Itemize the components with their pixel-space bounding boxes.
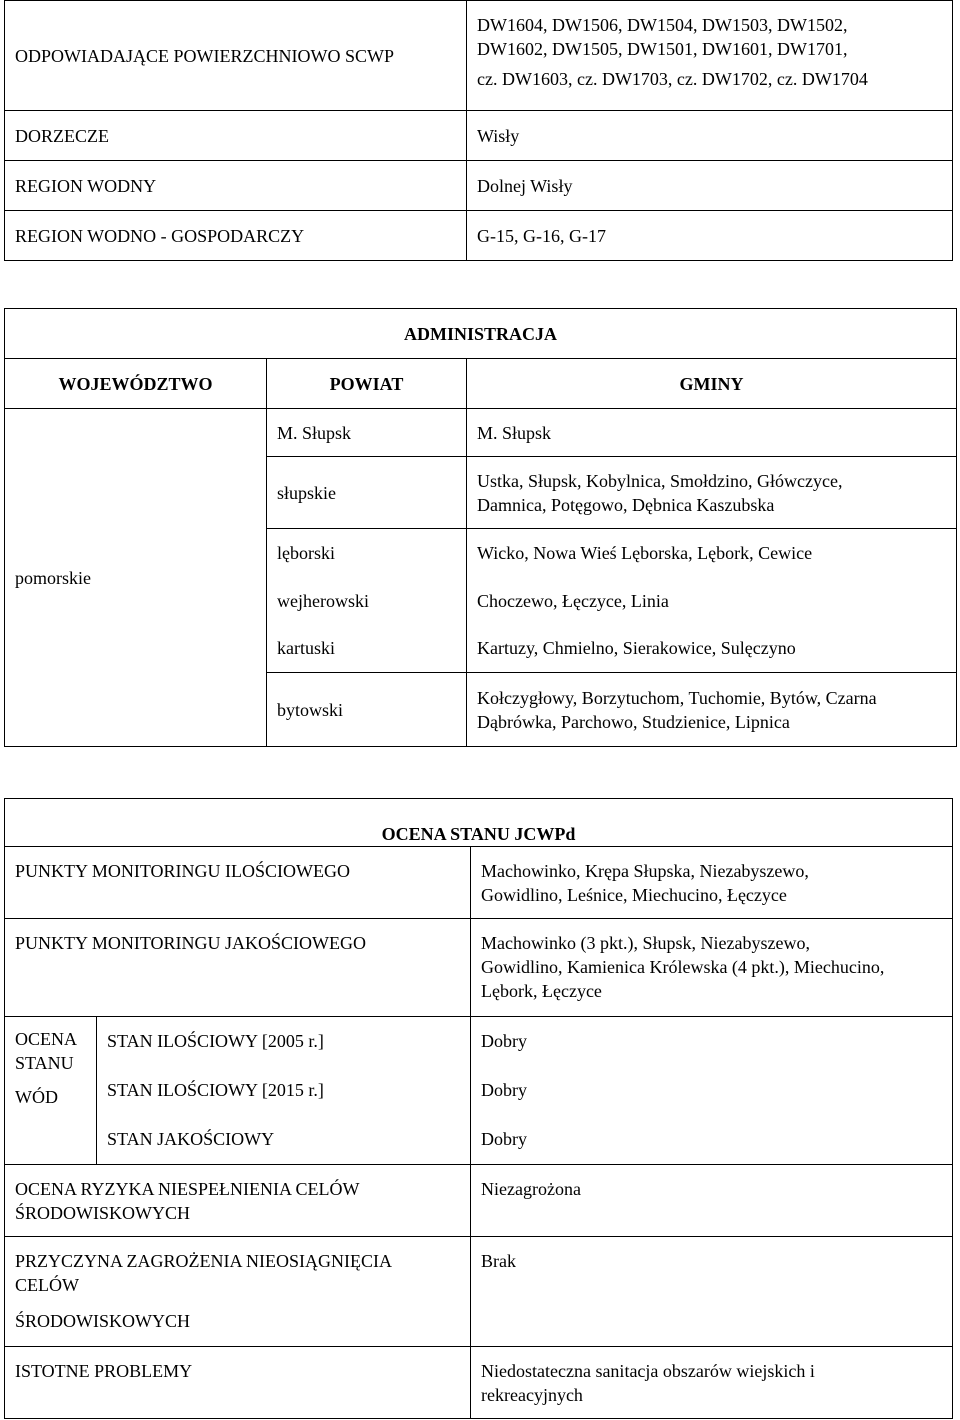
- quality-points-label: PUNKTY MONITORINGU JAKOŚCIOWEGO: [5, 919, 471, 1017]
- county-cell: słupskie: [267, 457, 467, 529]
- status-row-label: STAN JAKOŚCIOWY: [97, 1115, 471, 1165]
- issues-value: Niedostateczna sanitacja obszarów wiejskich i rekreacyjnych: [471, 1347, 953, 1419]
- county-cell: M. Słupsk: [267, 409, 467, 457]
- status-row-label: STAN ILOŚCIOWY [2015 r.]: [97, 1065, 471, 1115]
- status-row-value: Dobry: [471, 1017, 953, 1065]
- quality-points-value: Machowinko (3 pkt.), Słupsk, Niezabyszewo, Gowidlino, Kamienica Królewska (4 pkt.), Miechucino, Lębork, Łęczyce: [471, 919, 953, 1017]
- risk-value: Niezagrożona: [471, 1165, 953, 1237]
- communes-cell: Choczewo, Łęczyce, Linia: [467, 577, 957, 625]
- col-communes: GMINY: [467, 359, 957, 409]
- col-voivodeship: WOJEWÓDZTWO: [5, 359, 267, 409]
- water-region-label: REGION WODNY: [5, 161, 467, 211]
- cause-label: PRZYCZYNA ZAGROŻENIA NIEOSIĄGNIĘCIA CELÓW ŚRODOWISKOWYCH: [5, 1237, 471, 1347]
- communes-cell: M. Słupsk: [467, 409, 957, 457]
- mgmt-region-label: REGION WODNO - GOSPODARCZY: [5, 211, 467, 261]
- assessment-table: [4, 798, 953, 1419]
- assessment-title: OCENA STANU JCWPd: [5, 799, 953, 847]
- swb-label: ODPOWIADAJĄCE POWIERZCHNIOWO SCWP: [5, 1, 467, 111]
- status-row-label: STAN ILOŚCIOWY [2005 r.]: [97, 1017, 471, 1065]
- county-cell: bytowski: [267, 673, 467, 747]
- quantity-points-label: PUNKTY MONITORINGU ILOŚCIOWEGO: [5, 847, 471, 919]
- status-row-value: Dobry: [471, 1065, 953, 1115]
- risk-label: OCENA RYZYKA NIESPEŁNIENIA CELÓW ŚRODOWISKOWYCH: [5, 1165, 471, 1237]
- county-cell: wejherowski: [267, 577, 467, 625]
- quantity-points-value: Machowinko, Krępa Słupska, Niezabyszewo, Gowidlino, Leśnice, Miechucino, Łęczyce: [471, 847, 953, 919]
- county-cell: kartuski: [267, 625, 467, 673]
- communes-cell: Kartuzy, Chmielno, Sierakowice, Sulęczyno: [467, 625, 957, 673]
- status-row-value: Dobry: [471, 1115, 953, 1165]
- cause-value: Brak: [471, 1237, 953, 1347]
- mgmt-region-value: G-15, G-16, G-17: [467, 211, 953, 261]
- county-cell: lęborski: [267, 529, 467, 577]
- voivodeship-cell: pomorskie: [5, 409, 267, 747]
- location-table: [4, 0, 953, 261]
- basin-label: DORZECZE: [5, 111, 467, 161]
- basin-value: Wisły: [467, 111, 953, 161]
- communes-cell: Wicko, Nowa Wieś Lęborska, Lębork, Cewice: [467, 529, 957, 577]
- communes-cell: Ustka, Słupsk, Kobylnica, Smołdzino, Główczyce, Damnica, Potęgowo, Dębnica Kaszubska: [467, 457, 957, 529]
- col-county: POWIAT: [267, 359, 467, 409]
- issues-label: ISTOTNE PROBLEMY: [5, 1347, 471, 1419]
- status-group-label: OCENA STANU WÓD: [5, 1017, 97, 1165]
- water-region-value: Dolnej Wisły: [467, 161, 953, 211]
- communes-cell: Kołczygłowy, Borzytuchom, Tuchomie, Bytów, Czarna Dąbrówka, Parchowo, Studzienice, Lipnica: [467, 673, 957, 747]
- swb-value: DW1604, DW1506, DW1504, DW1503, DW1502, DW1602, DW1505, DW1501, DW1601, DW1701, cz. DW1603, cz. DW1703, cz. DW1702, cz. DW1704: [467, 1, 953, 111]
- administration-title: ADMINISTRACJA: [5, 309, 957, 359]
- administration-table: [4, 308, 957, 747]
